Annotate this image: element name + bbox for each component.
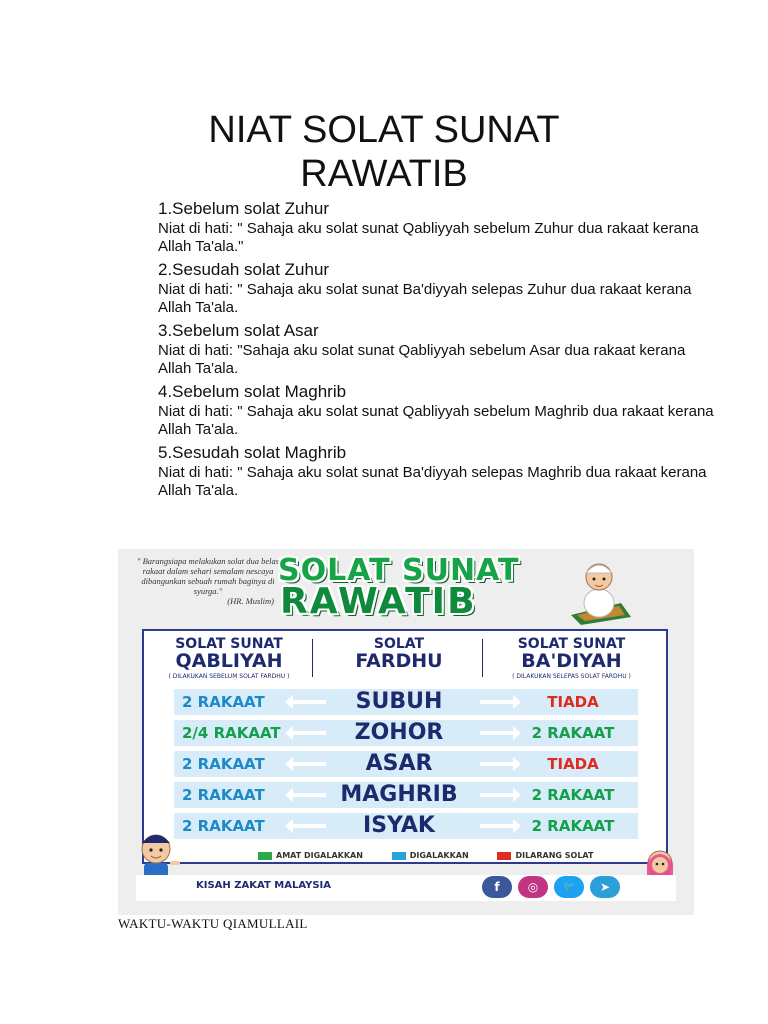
item-text: Niat di hati: " Sahaja aku solat sunat Ba'diyyah selepas Zuhur dua rakaat kerana Allah Ta'ala. bbox=[158, 281, 692, 316]
rawatib-infographic bbox=[118, 549, 694, 915]
legend bbox=[258, 851, 619, 860]
legend-item bbox=[392, 851, 469, 860]
quote-source: (HR. Muslim) bbox=[227, 596, 274, 606]
badiyah-line-2: BA'DIYAH bbox=[521, 650, 622, 672]
arrow-right-icon bbox=[480, 824, 514, 828]
legend-swatch-green bbox=[258, 852, 272, 860]
arrow-left-icon bbox=[292, 762, 326, 766]
banner-title-1: SOLAT SUNAT bbox=[278, 553, 520, 588]
telegram-icon[interactable]: ➤ bbox=[590, 876, 620, 898]
item-heading: 2.Sesudah solat Zuhur bbox=[158, 260, 330, 279]
praying-kid-illustration bbox=[563, 553, 633, 625]
legend-item bbox=[258, 851, 363, 860]
fardhu-cell: ZOHOR bbox=[354, 720, 444, 745]
rawatib-table bbox=[142, 629, 668, 864]
page-title bbox=[0, 108, 768, 196]
arrow-left-icon bbox=[292, 793, 326, 797]
list-item bbox=[158, 320, 718, 378]
legend-swatch-blue bbox=[392, 852, 406, 860]
table-row bbox=[174, 813, 638, 839]
legend-item bbox=[497, 851, 593, 860]
qabliyah-cell: 2/4 RAKAAT bbox=[182, 724, 281, 742]
list-item bbox=[158, 442, 718, 500]
column-header-badiyah bbox=[484, 637, 659, 680]
qabliyah-note: ( DILAKUKAN SEBELUM SOLAT FARDHU ) bbox=[168, 673, 290, 680]
arrow-left-icon bbox=[292, 824, 326, 828]
legend-swatch-red bbox=[497, 852, 511, 860]
badiyah-cell: 2 RAKAAT bbox=[531, 817, 615, 835]
footer-brand: KISAH ZAKAT MALAYSIA bbox=[196, 880, 332, 891]
qabliyah-cell: 2 RAKAAT bbox=[182, 693, 265, 711]
table-rows bbox=[174, 689, 638, 844]
column-header-qabliyah bbox=[154, 637, 304, 680]
badiyah-cell: TIADA bbox=[547, 755, 599, 773]
item-heading: 3.Sebelum solat Asar bbox=[158, 321, 319, 340]
hadith-quote bbox=[128, 556, 288, 606]
facebook-icon[interactable]: f bbox=[482, 876, 512, 898]
fardhu-cell: ASAR bbox=[365, 751, 433, 776]
legend-label: DIGALAKKAN bbox=[409, 851, 469, 860]
item-text: Niat di hati: " Sahaja aku solat sunat Qabliyyah sebelum Maghrib dua rakaat kerana Allah Ta'ala. bbox=[158, 403, 714, 438]
title-line-2: RAWATIB bbox=[300, 153, 468, 195]
badiyah-cell: TIADA bbox=[547, 693, 599, 711]
badiyah-line-1: SOLAT SUNAT bbox=[517, 636, 626, 652]
arrow-right-icon bbox=[480, 700, 514, 704]
table-row bbox=[174, 782, 638, 808]
title-line-1: NIAT SOLAT SUNAT bbox=[208, 109, 560, 151]
qabliyah-cell: 2 RAKAAT bbox=[182, 817, 265, 835]
legend-label: AMAT DIGALAKKAN bbox=[276, 851, 363, 860]
qabliyah-line-1: SOLAT SUNAT bbox=[175, 636, 283, 652]
list-item bbox=[158, 259, 718, 317]
fardhu-cell: MAGHRIB bbox=[340, 782, 458, 807]
table-row bbox=[174, 720, 638, 746]
qabliyah-line-2: QABLIYAH bbox=[175, 650, 283, 672]
table-row bbox=[174, 751, 638, 777]
table-row bbox=[174, 689, 638, 715]
instagram-icon[interactable]: ◎ bbox=[518, 876, 548, 898]
item-heading: 4.Sebelum solat Maghrib bbox=[158, 382, 347, 401]
fardhu-line-2: FARDHU bbox=[355, 650, 443, 672]
twitter-icon[interactable]: 🐦 bbox=[554, 876, 584, 898]
arrow-right-icon bbox=[480, 731, 514, 735]
item-heading: 5.Sesudah solat Maghrib bbox=[158, 443, 347, 462]
niat-list bbox=[158, 198, 718, 503]
qabliyah-cell: 2 RAKAAT bbox=[182, 786, 265, 804]
fardhu-line-1: SOLAT bbox=[373, 636, 425, 652]
badiyah-cell: 2 RAKAAT bbox=[531, 786, 615, 804]
arrow-left-icon bbox=[292, 731, 326, 735]
quote-text: " Barangsiapa melakukan solat dua belas rakaat dalam sehari semalam nescaya dibangunkan sebuah rumah baginya di syurga." bbox=[136, 556, 280, 596]
arrow-right-icon bbox=[480, 793, 514, 797]
arrow-right-icon bbox=[480, 762, 514, 766]
item-text: Niat di hati: " Sahaja aku solat sunat Qabliyyah sebelum Zuhur dua rakaat kerana Allah Ta'ala." bbox=[158, 220, 699, 255]
footer-bar bbox=[136, 875, 676, 901]
list-item bbox=[158, 381, 718, 439]
arrow-left-icon bbox=[292, 700, 326, 704]
badiyah-note: ( DILAKUKAN SELEPAS SOLAT FARDHU ) bbox=[512, 673, 631, 680]
bottom-caption: WAKTU-WAKTU QIAMULLAIL bbox=[118, 916, 308, 931]
item-heading: 1.Sebelum solat Zuhur bbox=[158, 199, 330, 218]
item-text: Niat di hati: "Sahaja aku solat sunat Qabliyyah sebelum Asar dua rakaat kerana Allah Ta'ala. bbox=[158, 342, 686, 377]
legend-label: DILARANG SOLAT bbox=[515, 851, 594, 860]
list-item bbox=[158, 198, 718, 256]
fardhu-cell: ISYAK bbox=[363, 813, 435, 838]
banner-title-2: RAWATIB bbox=[280, 581, 477, 622]
column-divider bbox=[482, 639, 483, 677]
badiyah-cell: 2 RAKAAT bbox=[531, 724, 615, 742]
column-divider bbox=[312, 639, 313, 677]
item-text: Niat di hati: " Sahaja aku solat sunat Ba'diyyah selepas Maghrib dua rakaat kerana Allah Ta'ala. bbox=[158, 464, 707, 499]
qabliyah-cell: 2 RAKAAT bbox=[182, 755, 265, 773]
fardhu-cell: SUBUH bbox=[355, 689, 443, 714]
column-header-fardhu bbox=[324, 637, 474, 671]
